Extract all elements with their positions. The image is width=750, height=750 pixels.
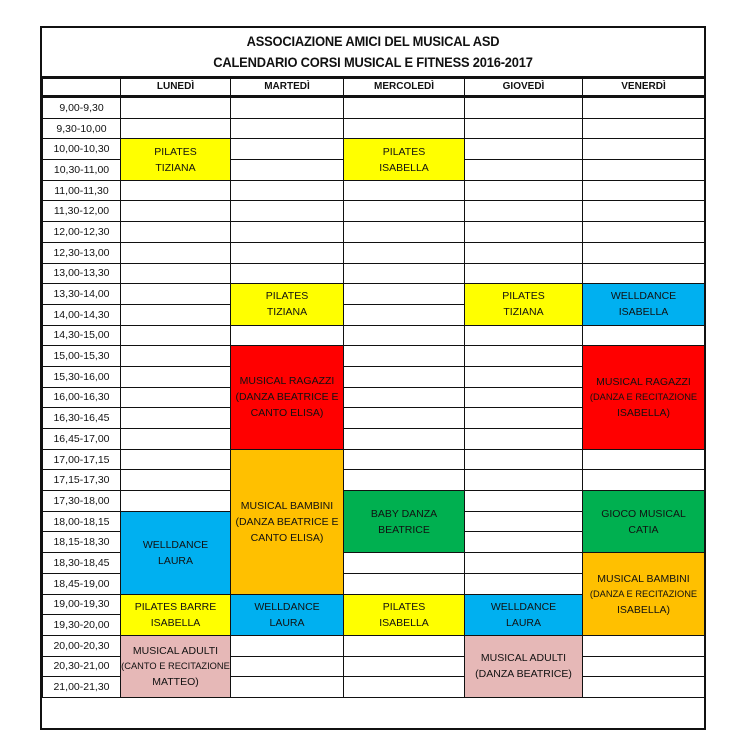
empty-slot-thursday	[465, 408, 583, 429]
empty-slot-thursday	[465, 180, 583, 201]
class-name: WELLDANCE	[254, 600, 320, 613]
class-detail: TIZIANA	[503, 306, 544, 319]
empty-slot-wednesday	[344, 180, 465, 201]
empty-slot-friday	[583, 677, 705, 698]
empty-slot-thursday	[465, 511, 583, 532]
corner-header	[43, 79, 121, 97]
time-slot-label: 19,00-19,30	[43, 594, 121, 615]
day-header-wednesday: MERCOLEDÌ	[344, 79, 465, 97]
empty-slot-monday	[121, 346, 231, 367]
class-detail: (DANZA E RECITAZIONE	[589, 588, 698, 599]
empty-slot-thursday	[465, 139, 583, 160]
class-detail: ISABELLA)	[616, 406, 671, 419]
empty-slot-monday	[121, 201, 231, 222]
class-detail: TIZIANA	[155, 161, 196, 174]
time-slot-label: 11,30-12,00	[43, 201, 121, 222]
time-slot-label: 14,00-14,30	[43, 304, 121, 325]
empty-slot-thursday	[465, 387, 583, 408]
time-slot-label: 17,00-17,15	[43, 449, 121, 470]
empty-slot-tuesday	[231, 201, 344, 222]
time-row	[43, 180, 705, 201]
class-block-thursday	[465, 284, 583, 325]
empty-slot-monday	[121, 429, 231, 450]
empty-slot-wednesday	[344, 656, 465, 677]
empty-slot-thursday	[465, 573, 583, 594]
class-detail: TIZIANA	[266, 306, 308, 319]
time-row	[43, 284, 705, 305]
empty-slot-thursday	[465, 263, 583, 284]
class-block-thursday	[465, 635, 583, 697]
time-slot-label: 18,00-18,15	[43, 511, 121, 532]
empty-slot-wednesday	[344, 573, 465, 594]
class-name: PILATES BARRE	[134, 600, 217, 613]
class-detail: LAURA	[505, 616, 541, 629]
day-header-friday: VENERDÌ	[583, 79, 705, 97]
empty-slot-wednesday	[344, 304, 465, 325]
empty-slot-thursday	[465, 429, 583, 450]
time-row	[43, 139, 705, 160]
time-slot-label: 12,30-13,00	[43, 242, 121, 263]
time-slot-label: 16,00-16,30	[43, 387, 121, 408]
empty-slot-wednesday	[344, 201, 465, 222]
schedule-grid	[42, 78, 704, 698]
empty-slot-wednesday	[344, 242, 465, 263]
empty-slot-thursday	[465, 449, 583, 470]
empty-slot-friday	[583, 139, 705, 160]
time-slot-label: 18,30-18,45	[43, 553, 121, 574]
time-slot-label: 18,15-18,30	[43, 532, 121, 553]
time-slot-label: 9,00-9,30	[43, 97, 121, 119]
time-slot-label: 14,30-15,00	[43, 325, 121, 346]
class-block-friday	[583, 491, 705, 553]
class-block-thursday	[465, 594, 583, 635]
time-row	[43, 449, 705, 470]
empty-slot-wednesday	[344, 449, 465, 470]
class-detail: CATIA	[628, 523, 659, 536]
class-detail: (DANZA E RECITAZIONE	[589, 391, 698, 402]
association-title: ASSOCIAZIONE AMICI DEL MUSICAL ASD	[246, 33, 500, 49]
time-slot-label: 17,30-18,00	[43, 491, 121, 512]
empty-slot-monday	[121, 242, 231, 263]
empty-slot-friday	[583, 222, 705, 243]
class-name: PILATES	[382, 145, 426, 158]
empty-slot-monday	[121, 449, 231, 470]
empty-slot-thursday	[465, 491, 583, 512]
schedule-table	[42, 78, 705, 698]
class-block-tuesday	[231, 346, 344, 449]
empty-slot-thursday	[465, 160, 583, 181]
empty-slot-monday	[121, 470, 231, 491]
class-name: MUSICAL BAMBINI	[597, 572, 690, 585]
empty-slot-friday	[583, 656, 705, 677]
time-slot-label: 17,15-17,30	[43, 470, 121, 491]
time-slot-label: 10,00-10,30	[43, 139, 121, 160]
empty-slot-thursday	[465, 118, 583, 139]
empty-slot-wednesday	[344, 346, 465, 367]
empty-slot-tuesday	[231, 635, 344, 656]
time-row	[43, 346, 705, 367]
empty-slot-monday	[121, 325, 231, 346]
empty-slot-monday	[121, 97, 231, 119]
time-slot-label: 13,30-14,00	[43, 284, 121, 305]
empty-slot-wednesday	[344, 366, 465, 387]
class-detail: ISABELLA	[379, 616, 429, 629]
class-block-wednesday	[344, 594, 465, 635]
time-row	[43, 118, 705, 139]
time-slot-label: 16,30-16,45	[43, 408, 121, 429]
class-name: PILATES	[265, 290, 309, 303]
empty-slot-friday	[583, 470, 705, 491]
class-name: WELLDANCE	[490, 600, 557, 613]
time-row	[43, 325, 705, 346]
empty-slot-friday	[583, 160, 705, 181]
class-block-monday	[121, 139, 231, 180]
time-slot-label: 18,45-19,00	[43, 573, 121, 594]
empty-slot-thursday	[465, 242, 583, 263]
empty-slot-friday	[583, 97, 705, 119]
class-name: WELLDANCE	[142, 538, 209, 551]
empty-slot-friday	[583, 449, 705, 470]
class-detail: ISABELLA)	[616, 603, 671, 616]
empty-slot-tuesday	[231, 677, 344, 698]
empty-slot-thursday	[465, 97, 583, 119]
class-detail: (DANZA BEATRICE)	[475, 668, 572, 681]
empty-slot-monday	[121, 366, 231, 387]
empty-slot-tuesday	[231, 325, 344, 346]
class-detail: LAURA	[269, 616, 305, 629]
day-header-thursday: GIOVEDÌ	[465, 79, 583, 97]
time-slot-label: 12,00-12,30	[43, 222, 121, 243]
class-detail: ISABELLA	[379, 161, 429, 174]
empty-slot-tuesday	[231, 656, 344, 677]
empty-slot-monday	[121, 304, 231, 325]
time-slot-label: 19,30-20,00	[43, 615, 121, 636]
empty-slot-wednesday	[344, 677, 465, 698]
empty-slot-thursday	[465, 346, 583, 367]
calendar-title: CALENDARIO CORSI MUSICAL E FITNESS 2016-2017	[213, 54, 533, 70]
class-detail: LAURA	[157, 554, 193, 567]
empty-slot-wednesday	[344, 222, 465, 243]
time-row	[43, 222, 705, 243]
schedule-body	[43, 97, 705, 698]
empty-slot-friday	[583, 325, 705, 346]
time-slot-label: 15,30-16,00	[43, 366, 121, 387]
empty-slot-wednesday	[344, 263, 465, 284]
time-slot-label: 20,00-20,30	[43, 635, 121, 656]
class-detail: CANTO ELISA)	[250, 407, 324, 420]
class-name: MUSICAL ADULTI	[480, 652, 567, 665]
class-name: BABY DANZA	[370, 507, 438, 520]
empty-slot-wednesday	[344, 429, 465, 450]
empty-slot-thursday	[465, 532, 583, 553]
time-slot-label: 10,30-11,00	[43, 160, 121, 181]
class-detail: CANTO ELISA)	[250, 531, 324, 544]
day-header-row	[43, 79, 705, 97]
class-name: MUSICAL ADULTI	[132, 644, 219, 657]
empty-slot-monday	[121, 222, 231, 243]
class-block-tuesday	[231, 594, 344, 635]
empty-slot-tuesday	[231, 118, 344, 139]
empty-slot-wednesday	[344, 635, 465, 656]
empty-slot-monday	[121, 263, 231, 284]
empty-slot-monday	[121, 387, 231, 408]
class-name: PILATES	[502, 290, 545, 303]
day-header-monday: LUNEDÌ	[121, 79, 231, 97]
empty-slot-tuesday	[231, 180, 344, 201]
class-block-friday	[583, 284, 705, 325]
empty-slot-friday	[583, 263, 705, 284]
class-block-friday	[583, 553, 705, 636]
empty-slot-tuesday	[231, 97, 344, 119]
time-row	[43, 97, 705, 119]
time-row	[43, 635, 705, 656]
time-slot-label: 15,00-15,30	[43, 346, 121, 367]
time-row	[43, 263, 705, 284]
time-row	[43, 491, 705, 512]
empty-slot-friday	[583, 242, 705, 263]
empty-slot-tuesday	[231, 222, 344, 243]
class-block-wednesday	[344, 491, 465, 553]
empty-slot-wednesday	[344, 408, 465, 429]
class-block-friday	[583, 346, 705, 449]
empty-slot-monday	[121, 284, 231, 305]
empty-slot-monday	[121, 180, 231, 201]
class-name: MUSICAL RAGAZZI	[239, 375, 335, 388]
time-slot-label: 16,45-17,00	[43, 429, 121, 450]
class-block-monday	[121, 594, 231, 635]
class-block-monday	[121, 511, 231, 594]
time-slot-label: 21,00-21,30	[43, 677, 121, 698]
empty-slot-friday	[583, 118, 705, 139]
class-name: MUSICAL RAGAZZI	[596, 375, 691, 388]
empty-slot-thursday	[465, 201, 583, 222]
time-slot-label: 11,00-11,30	[43, 180, 121, 201]
title-block	[42, 28, 704, 78]
class-block-tuesday	[231, 284, 344, 325]
time-slot-label: 13,00-13,30	[43, 263, 121, 284]
class-name: PILATES	[382, 600, 426, 613]
class-detail: (CANTO E RECITAZIONE	[121, 660, 230, 671]
schedule-sheet	[40, 26, 706, 730]
empty-slot-wednesday	[344, 118, 465, 139]
class-detail: ISABELLA	[618, 306, 669, 319]
empty-slot-wednesday	[344, 325, 465, 346]
empty-slot-friday	[583, 201, 705, 222]
class-detail: BEATRICE	[378, 523, 430, 536]
class-name: WELLDANCE	[610, 290, 677, 303]
empty-slot-tuesday	[231, 160, 344, 181]
class-block-tuesday	[231, 449, 344, 594]
empty-slot-thursday	[465, 470, 583, 491]
class-name: MUSICAL BAMBINI	[240, 499, 334, 512]
empty-slot-thursday	[465, 366, 583, 387]
empty-slot-tuesday	[231, 242, 344, 263]
class-name: GIOCO MUSICAL	[601, 507, 686, 520]
empty-slot-thursday	[465, 553, 583, 574]
class-detail: MATTEO)	[152, 675, 199, 688]
class-block-wednesday	[344, 139, 465, 180]
time-row	[43, 242, 705, 263]
empty-slot-wednesday	[344, 97, 465, 119]
empty-slot-monday	[121, 491, 231, 512]
empty-slot-wednesday	[344, 553, 465, 574]
class-block-monday	[121, 635, 231, 697]
empty-slot-tuesday	[231, 139, 344, 160]
empty-slot-thursday	[465, 222, 583, 243]
day-header-tuesday: MARTEDÌ	[231, 79, 344, 97]
class-detail: (DANZA BEATRICE E	[235, 515, 339, 528]
empty-slot-friday	[583, 635, 705, 656]
time-slot-label: 20,30-21,00	[43, 656, 121, 677]
empty-slot-wednesday	[344, 387, 465, 408]
time-row	[43, 201, 705, 222]
class-detail: (DANZA BEATRICE E	[235, 391, 339, 404]
time-slot-label: 9,30-10,00	[43, 118, 121, 139]
class-name: PILATES	[154, 145, 197, 158]
empty-slot-wednesday	[344, 284, 465, 305]
empty-slot-wednesday	[344, 470, 465, 491]
empty-slot-tuesday	[231, 263, 344, 284]
empty-slot-friday	[583, 180, 705, 201]
empty-slot-monday	[121, 118, 231, 139]
empty-slot-monday	[121, 408, 231, 429]
class-detail: ISABELLA	[150, 616, 201, 629]
time-row	[43, 470, 705, 491]
empty-slot-thursday	[465, 325, 583, 346]
